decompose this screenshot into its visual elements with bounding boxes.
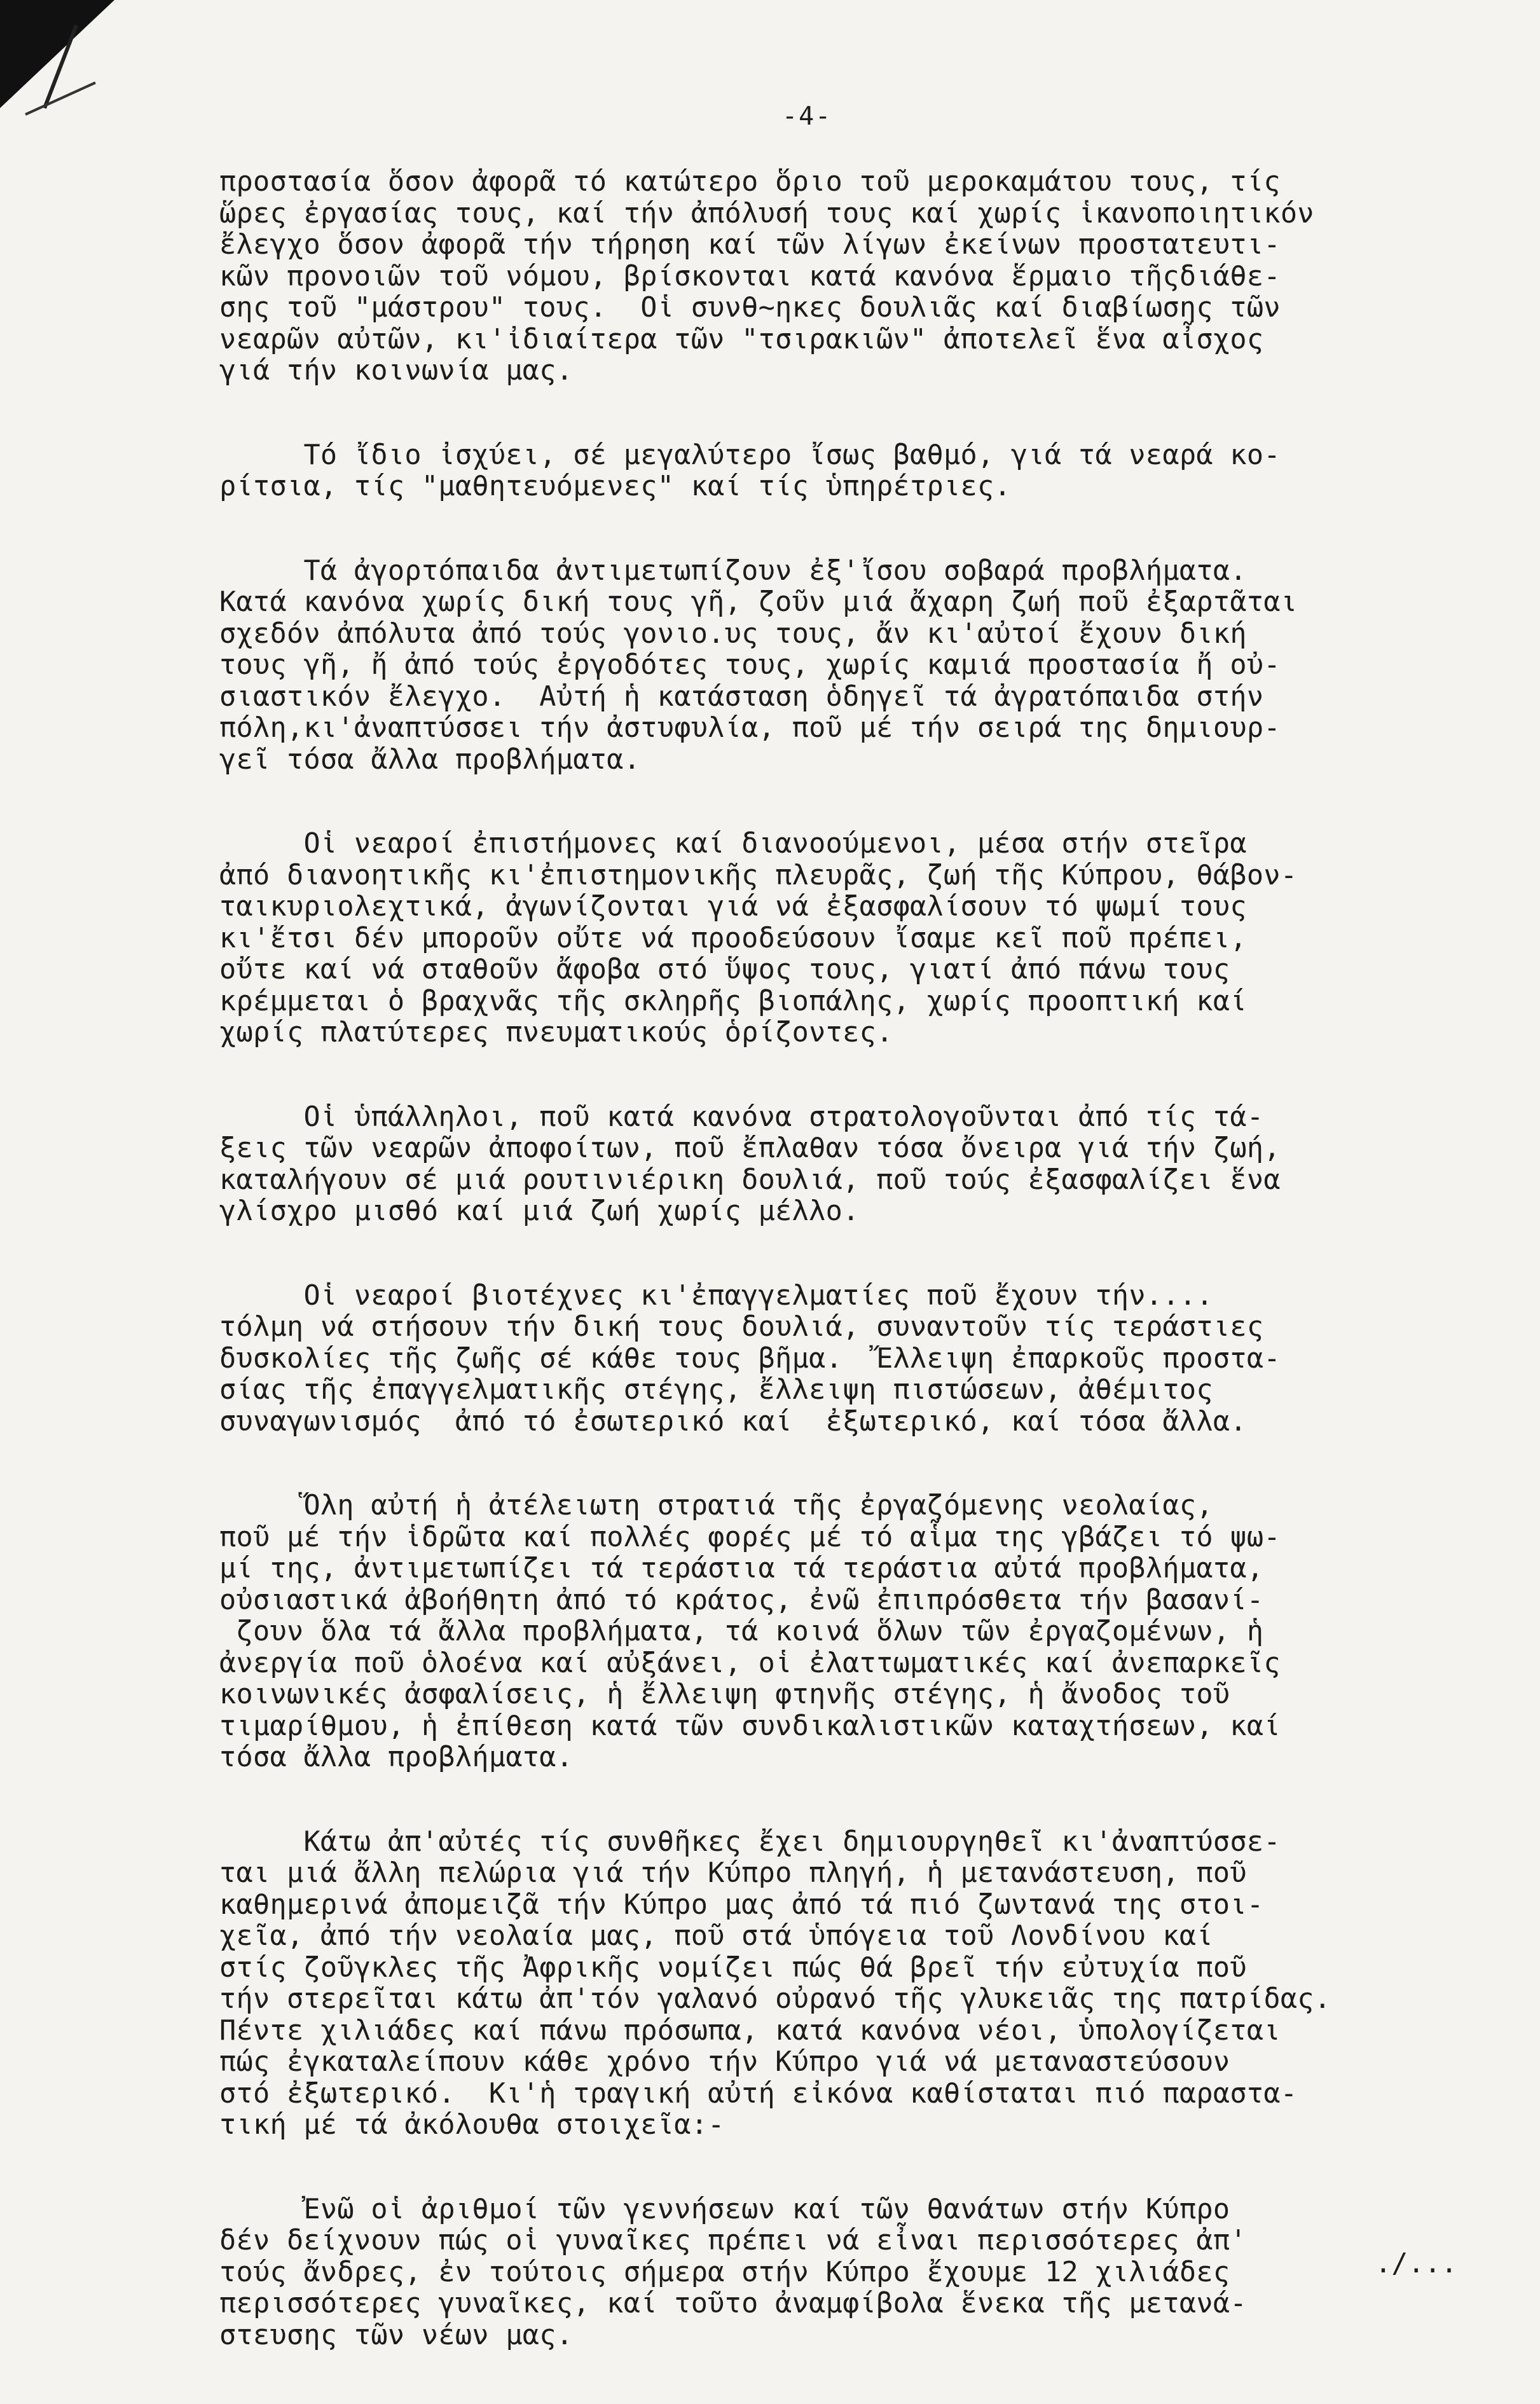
- text-line: ται μιά ἄλλη πελώρια γιά τήν Κύπρο πληγή, ἡ μετανάστευση, ποῦ: [219, 1857, 1247, 1889]
- text-line: δυσκολίες τῆς ζωῆς σέ κάθε τους βῆμα. Ἔλλειψη ἐπαρκοῦς προστα-: [219, 1342, 1281, 1375]
- text-line: τόλμη νά στήσουν τήν δική τους δουλιά, συναντοῦν τίς τεράστιες: [219, 1311, 1264, 1343]
- text-line: πόλη,κι'ἀναπτύσσει τήν ἀστυφυλία, ποῦ μέ τήν σειρά της δημιουρ-: [219, 712, 1281, 744]
- text-line: στό ἐξωτερικό. Κι'ἡ τραγική αὐτή εἰκόνα καθίσταται πιό παραστα-: [219, 2077, 1298, 2110]
- text-line: χωρίς πλατύτερες πνευματικούς ὁρίζοντες.: [219, 1017, 893, 1048]
- text-line: σιαστικόν ἔλεγχο. Αὐτή ἡ κατάσταση ὁδηγεῖ τά ἀγρατόπαιδα στήν: [219, 680, 1264, 713]
- text-line: στευσης τῶν νέων μας.: [219, 2319, 574, 2351]
- text-line: Ὅλη αὐτή ἡ ἀτέλειωτη στρατιά τῆς ἐργαζόμενης νεολαίας,: [219, 1490, 1213, 1521]
- paragraph: [219, 440, 1485, 503]
- text-line: δέν δείχνουν πώς οἱ γυναῖκες πρέπει νά εἶναι περισσότερες ἀπ': [219, 2225, 1247, 2256]
- paragraph: [219, 1281, 1485, 1438]
- text-line: Οἱ ὑπάλληλοι, ποῦ κατά κανόνα στρατολογοῦνται ἀπό τίς τά-: [219, 1101, 1264, 1133]
- text-line: συναγωνισμός ἀπό τό ἐσωτερικό καί ἐξωτερικό, καί τόσα ἄλλα.: [219, 1405, 1247, 1438]
- text-line: γεῖ τόσα ἄλλα προβλήματα.: [219, 743, 641, 776]
- text-line: ὥρες ἐργασίας τους, καί τήν ἀπόλυσή τους καί χωρίς ἱκανοποιητικόν: [219, 197, 1314, 230]
- text-line: οὔτε καί νά σταθοῦν ἄφοβα στό ὕψος τους, γιατί ἀπό πάνω τους: [219, 954, 1230, 986]
- continuation-mark: ./...: [1375, 2248, 1457, 2279]
- text-line: χεῖα, ἀπό τήν νεολαία μας, ποῦ στά ὑπόγεια τοῦ Λονδίνου καί: [219, 1920, 1213, 1952]
- text-line: γιά τήν κοινωνία μας.: [219, 355, 574, 387]
- text-line: Οἱ νεαροί βιοτέχνες κι'ἐπαγγελματίες ποῦ ἔχουν τήν....: [219, 1279, 1213, 1312]
- page-number: -4-: [782, 102, 832, 131]
- text-line: τική μέ τά ἀκόλουθα στοιχεῖα:-: [219, 2109, 725, 2141]
- text-line: ἔλεγχο ὅσον ἀφορᾶ τήν τήρηση καί τῶν λίγων ἐκείνων προστατευτι-: [219, 229, 1281, 261]
- text-line: ζουν ὅλα τά ἄλλα προβλήματα, τά κοινά ὅλων τῶν ἐργαζομένων, ἡ: [219, 1616, 1264, 1647]
- text-line: τήν στερεῖται κάτω ἀπ'τόν γαλανό οὐρανό τῆς γλυκειᾶς της πατρίδας.: [219, 1983, 1331, 2015]
- text-line: Πέντε χιλιάδες καί πάνω πρόσωπα, κατά κανόνα νέοι, ὑπολογίζεται: [219, 2014, 1281, 2047]
- text-line: σίας τῆς ἐπαγγελματικῆς στέγης, ἔλλειψη πιστώσεων, ἀθέμιτος: [219, 1374, 1213, 1406]
- text-line: Οἱ νεαροί ἐπιστήμονες καί διανοούμενοι, μέσα στήν στεῖρα: [219, 828, 1247, 860]
- paragraph: [219, 1102, 1485, 1228]
- text-line: ξεις τῶν νεαρῶν ἀποφοίτων, ποῦ ἔπλαθαν τόσα ὄνειρα γιά τήν ζωή,: [219, 1132, 1281, 1164]
- text-line: κοινωνικές ἀσφαλίσεις, ἡ ἔλλειψη φτηνῆς στέγης, ἡ ἄνοδος τοῦ: [219, 1679, 1230, 1710]
- text-line: γλίσχρο μισθό καί μιά ζωή χωρίς μέλλο.: [219, 1195, 860, 1227]
- text-line: καθημερινά ἀπομειζᾶ τήν Κύπρο μας ἀπό τά πιό ζωντανά της στοι-: [219, 1888, 1264, 1921]
- text-line: κρέμμεται ὁ βραχνᾶς τῆς σκληρῆς βιοπάλης, χωρίς προοπτική καί: [219, 985, 1247, 1017]
- text-line: πώς ἐγκαταλείπουν κάθε χρόνο τήν Κύπρο γιά νά μεταναστεύσουν: [219, 2046, 1230, 2078]
- corner-scan-mark: [0, 0, 127, 127]
- text-line: καταλήγουν σέ μιά ρουτινιέρικη δουλιά, ποῦ τούς ἐξασφαλίζει ἕνα: [219, 1164, 1281, 1196]
- text-line: νεαρῶν αὐτῶν, κι'ἰδιαίτερα τῶν "τσιρακιῶν" ἀποτελεῖ ἕνα αἶσχος: [219, 323, 1264, 355]
- text-line: τόσα ἄλλα προβλήματα.: [219, 1741, 574, 1773]
- text-line: μί της, ἀντιμετωπίζει τά τεράστια τά τεράστια αὐτά προβλήματα,: [219, 1553, 1264, 1584]
- text-line: Τά ἀγορτόπαιδα ἀντιμετωπίζουν ἐξ'ἴσου σοβαρά προβλήματα.: [219, 554, 1247, 587]
- text-line: Κατά κανόνα χωρίς δική τους γῆ, ζοῦν μιά ἄχαρη ζωή ποῦ ἐξαρτᾶται: [219, 586, 1298, 618]
- text-line: τους γῆ, ἤ ἀπό τούς ἐργοδότες τους, χωρίς καμιά προστασία ἤ οὐ-: [219, 649, 1281, 681]
- paragraph: [219, 1490, 1485, 1774]
- paragraph: [219, 2194, 1485, 2352]
- paragraph: [219, 1827, 1485, 2141]
- text-line: ρίτσια, τίς "μαθητευόμενες" καί τίς ὑπηρέτριες.: [219, 470, 1011, 502]
- text-line: Κάτω ἀπ'αὐτές τίς συνθῆκες ἔχει δημιουργηθεῖ κι'ἀναπτύσσε-: [219, 1825, 1281, 1858]
- text-line: τιμαρίθμου, ἡ ἐπίθεση κατά τῶν συνδικαλιστικῶν καταχτήσεων, καί: [219, 1710, 1281, 1742]
- text-line: κῶν προνοιῶν τοῦ νόμου, βρίσκονται κατά κανόνα ἕρμαιο τῆςδιάθε-: [219, 260, 1281, 292]
- text-line: σχεδόν ἀπόλυτα ἀπό τούς γονιο.υς τους, ἄν κι'αὐτοί ἔχουν δική: [219, 617, 1247, 650]
- text-line: ποῦ μέ τήν ἱδρῶτα καί πολλές φορές μέ τό αἷμα της γβάζει τό ψω-: [219, 1521, 1281, 1553]
- text-line: ἀπό διανοητικῆς κι'ἐπιστημονικῆς πλευρᾶς, ζωή τῆς Κύπρου, θάβον-: [219, 859, 1298, 891]
- text-line: ἀνεργία ποῦ ὁλοένα καί αὐξάνει, οἱ ἐλαττωματικές καί ἀνεπαρκεῖς: [219, 1647, 1281, 1679]
- text-line: περισσότερες γυναῖκες, καί τοῦτο ἀναμφίβολα ἕνεκα τῆς μετανά-: [219, 2288, 1247, 2319]
- text-line: τούς ἄνδρες, ἐν τούτοις σήμερα στήν Κύπρο ἔχουμε 12 χιλιάδες: [219, 2256, 1230, 2288]
- text-line: Τό ἴδιο ἰσχύει, σέ μεγαλύτερο ἴσως βαθμό, γιά τά νεαρά κο-: [219, 439, 1281, 471]
- text-line: οὐσιαστικά ἀβοήθητη ἀπό τό κράτος, ἐνῶ ἐπιπρόσθετα τήν βασανί-: [219, 1584, 1264, 1616]
- paragraph: [219, 556, 1485, 776]
- paragraph: [219, 828, 1485, 1049]
- text-line: στίς ζοῦγκλες τῆς Ἀφρικῆς νομίζει πώς θά βρεῖ τήν εὐτυχία ποῦ: [219, 1951, 1247, 1984]
- text-line: σης τοῦ "μάστρου" τους. Οἱ συνθ~ηκες δουλιᾶς καί διαβίωσης τῶν: [219, 292, 1281, 324]
- text-line: προστασία ὅσον ἀφορᾶ τό κατώτερο ὅριο τοῦ μεροκαμάτου τους, τίς: [219, 166, 1281, 198]
- text-line: κι'ἔτσι δέν μποροῦν οὔτε νά προοδεύσουν ἴσαμε κεῖ ποῦ πρέπει,: [219, 922, 1247, 954]
- paragraph: [219, 167, 1485, 387]
- text-line: ταικυριολεχτικά, ἀγωνίζονται γιά νά ἐξασφαλίσουν τό ψωμί τους: [219, 891, 1247, 923]
- text-line: Ἐνῶ οἱ ἀριθμοί τῶν γεννήσεων καί τῶν θανάτων στήν Κύπρο: [219, 2193, 1230, 2225]
- document-body: [219, 167, 1485, 2404]
